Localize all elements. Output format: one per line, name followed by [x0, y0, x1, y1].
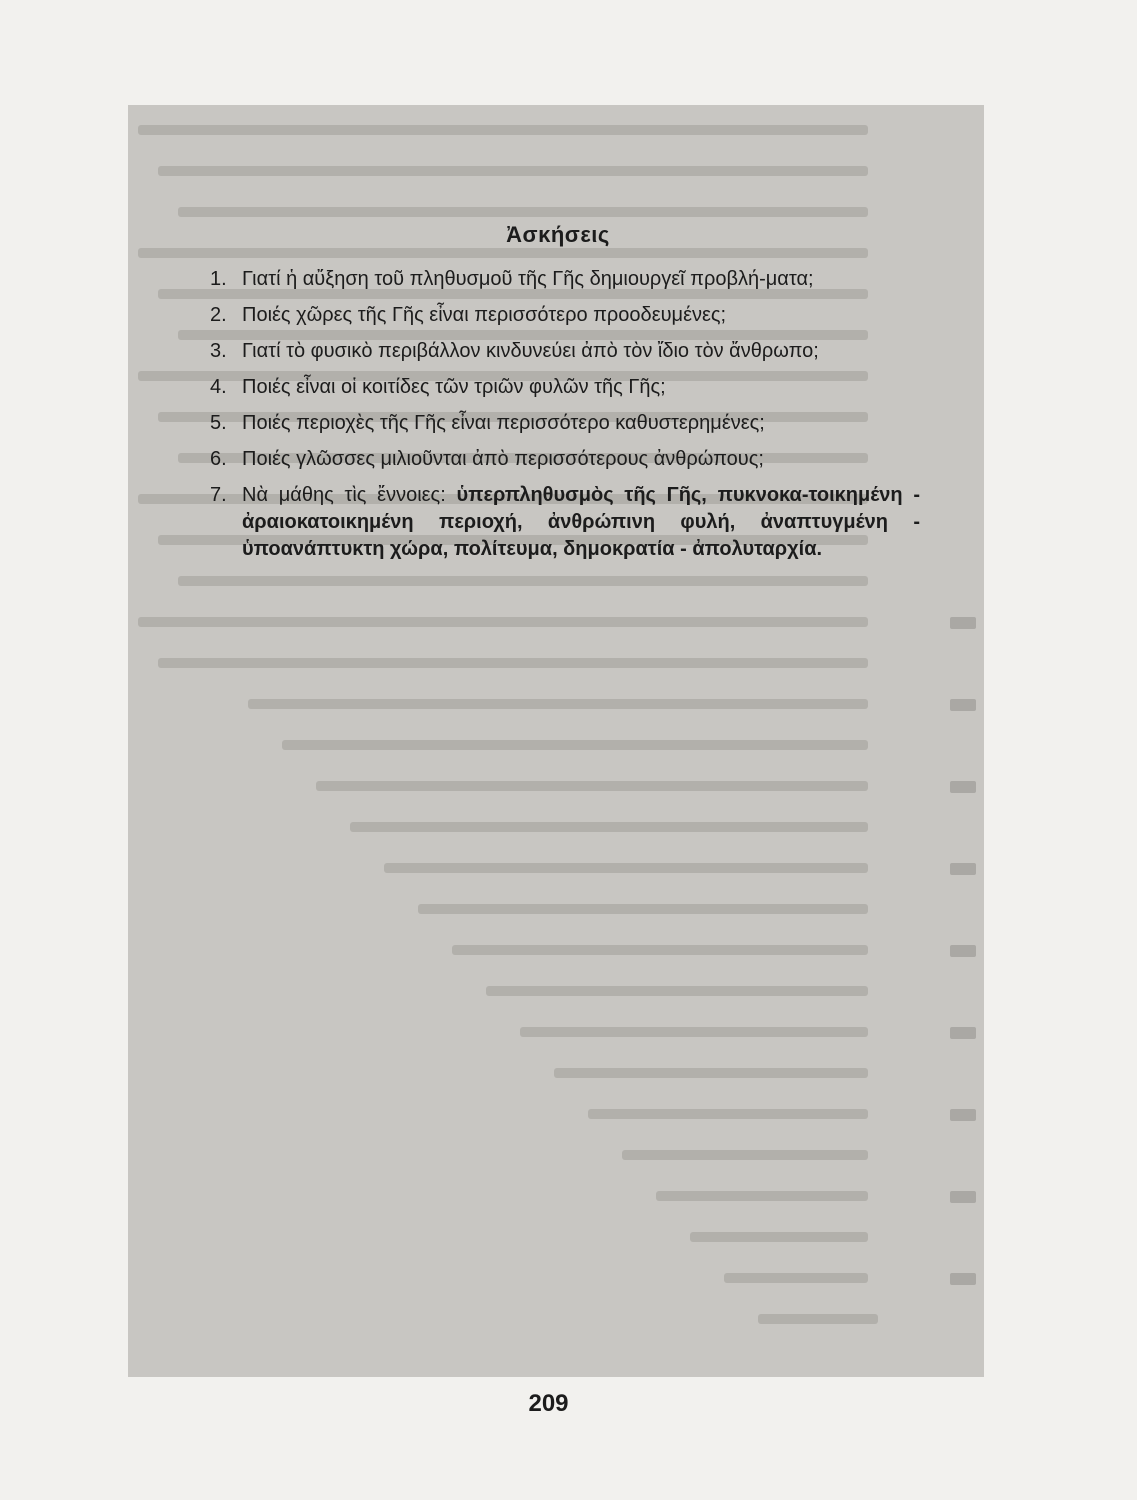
bleed-through-line [158, 658, 868, 668]
exercise-text: Γιατί τὸ φυσικὸ περιβάλλον κινδυνεύει ἀπὸ τὸν ἴδιο τὸν ἄνθρωπο; [242, 340, 819, 362]
exercise-number: 3. [210, 340, 227, 362]
bleed-through-line [282, 740, 868, 750]
bleed-through-line [554, 1068, 868, 1078]
bleed-through-line [350, 822, 868, 832]
exercises-section [196, 222, 920, 572]
bleed-through-line [418, 904, 868, 914]
section-heading: Ἀσκήσεις [506, 222, 610, 247]
bleed-through-line [178, 207, 868, 217]
exercise-item [196, 482, 920, 563]
bleed-through-number [950, 781, 976, 793]
bleed-through-line [384, 863, 868, 873]
exercise-item [196, 338, 920, 365]
exercise-number: 2. [210, 304, 227, 326]
exercise-text: Ποιές γλῶσσες μιλιοῦνται ἀπὸ περισσότερους ἀνθρώπους; [242, 448, 764, 470]
exercise-number: 6. [210, 448, 227, 470]
exercise-number: 1. [210, 268, 227, 290]
bleed-through-number [950, 699, 976, 711]
exercise-number: 5. [210, 412, 227, 434]
bleed-through-line [758, 1314, 878, 1324]
exercise-item [196, 374, 920, 401]
exercise-list [196, 266, 920, 563]
exercise-text: Ποιές χῶρες τῆς Γῆς εἶναι περισσότερο προοδευμένες; [242, 304, 727, 326]
bleed-through-number [950, 863, 976, 875]
exercise-bold-terms: ὑπερπληθυσμὸς τῆς Γῆς, πυκνοκα-τοικημένη - ἀραιοκατοικημένη περιοχή, ἀνθρώπινη φυλή, ἀναπτυγμένη - ὑποανάπτυκτη χώρα, πολίτευμα, δημοκρατία - ἀπολυταρχία. [242, 484, 920, 560]
bleed-through-line [138, 125, 868, 135]
exercise-item [196, 410, 920, 437]
bleed-through-number [950, 1109, 976, 1121]
bleed-through-line [486, 986, 868, 996]
exercise-item [196, 266, 920, 293]
bleed-through-line [452, 945, 868, 955]
exercise-text: Νὰ μάθης τὶς ἔννοιες: [242, 484, 457, 506]
exercise-item [196, 302, 920, 329]
bleed-through-number [950, 945, 976, 957]
bleed-through-line [158, 166, 868, 176]
bleed-through-line [588, 1109, 868, 1119]
exercise-text: Γιατί ἡ αὔξηση τοῦ πληθυσμοῦ τῆς Γῆς δημιουργεῖ προβλή-ματα; [242, 268, 814, 290]
bleed-through-line [178, 576, 868, 586]
exercise-item [196, 446, 920, 473]
page-number: 209 [528, 1390, 569, 1417]
exercise-number: 4. [210, 376, 227, 398]
bleed-through-line [656, 1191, 868, 1201]
bleed-through-line [520, 1027, 868, 1037]
bleed-through-number [950, 1273, 976, 1285]
bleed-through-line [724, 1273, 868, 1283]
exercise-text: Ποιές περιοχὲς τῆς Γῆς εἶναι περισσότερο καθυστερημένες; [242, 412, 765, 434]
bleed-through-line [622, 1150, 868, 1160]
bleed-through-number [950, 1191, 976, 1203]
bleed-through-line [248, 699, 868, 709]
exercise-number: 7. [210, 484, 227, 506]
exercise-text: Ποιές εἶναι οἱ κοιτίδες τῶν τριῶν φυλῶν τῆς Γῆς; [242, 376, 666, 398]
bleed-through-line [138, 617, 868, 627]
bleed-through-line [316, 781, 868, 791]
bleed-through-line [690, 1232, 868, 1242]
bleed-through-number [950, 617, 976, 629]
bleed-through-number [950, 1027, 976, 1039]
